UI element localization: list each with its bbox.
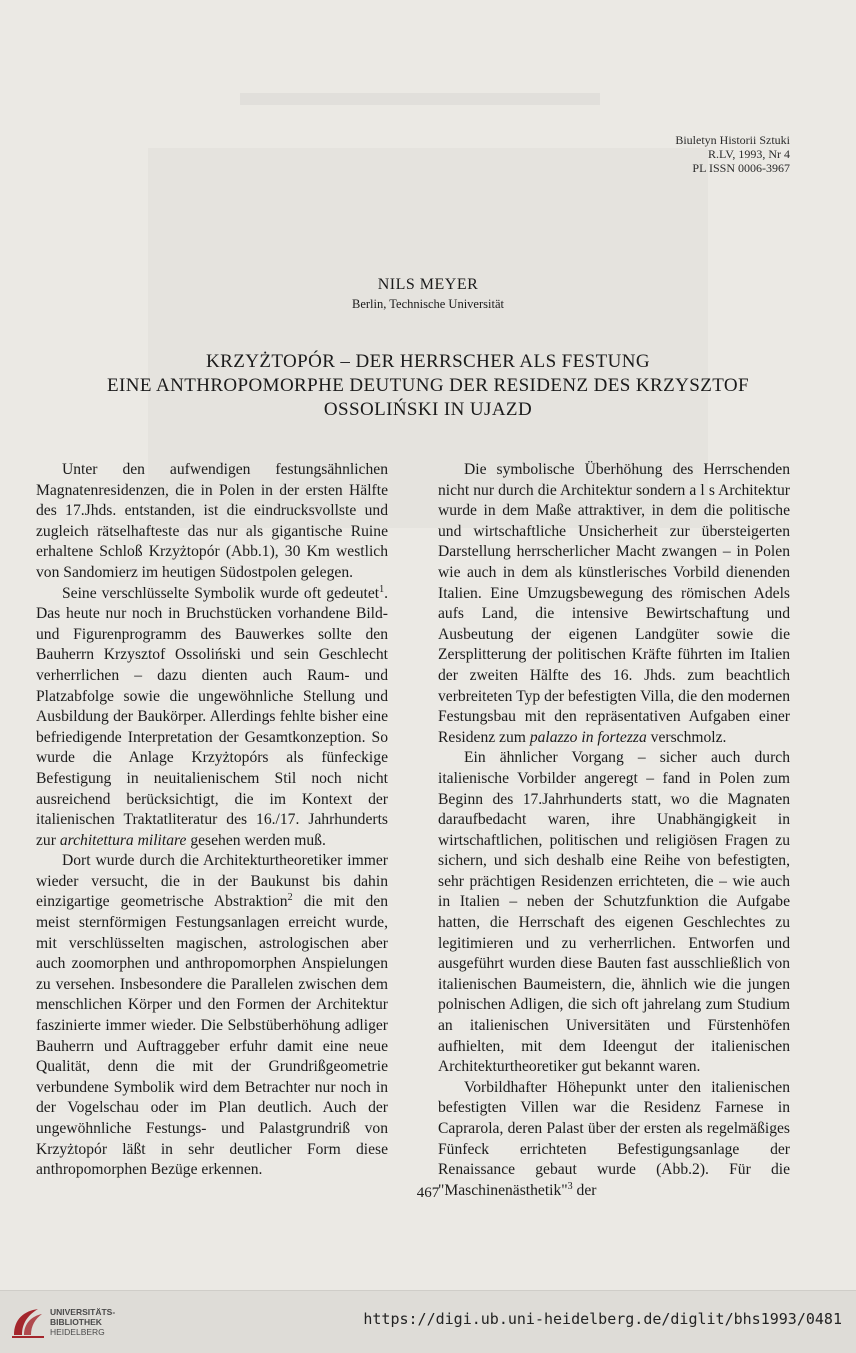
- text-run: Vorbildhafter Höhepunkt unter den italienischen befestigten Villen war die Residenz Farnese in Caprarola, deren Palast über der ersten als regelmäßiges Fünfeck errichteten Befestigungsanlage der Renaissance gebaut wurde (Abb.2). Für die "Maschinenästhetik": [438, 1078, 790, 1199]
- paragraph: [36, 851, 388, 1181]
- footnote-ref[interactable]: 2: [287, 892, 293, 904]
- paragraph: [36, 584, 388, 852]
- paragraph: Unter den aufwendigen festungsähnlichen Magnatenresidenzen, die in Polen in der ersten Hälfte des 17.Jhds. entstanden, ist die eindrucksvollste und zugleich rätselhafteste das nur als gigantische Ruine erhaltene Schloß Krzyżtopór (Abb.1), 30 Km westlich von Sandomierz im heutigen Südostpolen gelegen.: [36, 461, 388, 581]
- text-run: Die symbolische Überhöhung des Herrschenden nicht nur durch die Architektur sondern a l s Architektur wurde in dem Maße attraktiver, in dem die politische und wirtschaftliche Unsicherheit zur übersteigerten Darstellung herrscherlicher Macht zwangen – in Polen wie auch in dem als künstlerisches Vorbild dienenden Italien. Eine Umzugsbewegung des römischen Adels aufs Land, die intensive Bewirtschaftung und Ausbeutung der eigenen Landgüter sowie die Zersplitterung der politischen Kräfte führten im Italien der zweiten Hälfte des 16. Jhds. zum beachtlich verbreiteten Typ der befestigten Villa, die den modernen Festungsbau mit den repräsentativen Aufgaben einer Residenz zum: [438, 461, 790, 746]
- text-run: Seine verschlüsselte Symbolik wurde oft gedeutet: [62, 584, 380, 602]
- title-line-2: EINE ANTHROPOMORPHE DEUTUNG DER RESIDENZ DES KRZYSZTOF: [107, 375, 749, 396]
- text-run: gesehen werden muß.: [186, 831, 326, 849]
- article-title: [0, 350, 856, 422]
- text-run: Dort wurde durch die Architekturtheoretiker immer wieder versucht, die in der Baukunst bis dahin einzigartige geometrische Abstraktion: [36, 852, 388, 911]
- journal-issn: PL ISSN 0006-3967: [692, 161, 790, 175]
- author-name: NILS MEYER: [377, 276, 479, 293]
- library-name-line-3: HEIDELBERG: [50, 1327, 105, 1337]
- faded-running-header: [240, 93, 600, 105]
- title-line-1: KRZYŻTOPÓR – DER HERRSCHER ALS FESTUNG: [206, 351, 650, 372]
- footnote-ref[interactable]: 1: [379, 583, 385, 595]
- journal-volume: R.LV, 1993, Nr 4: [707, 147, 790, 161]
- journal-title: Biuletyn Historii Sztuki: [675, 133, 790, 147]
- left-text-column: [36, 460, 388, 1181]
- paragraph: Ein ähnlicher Vorgang – sicher auch durch italienische Vorbilder angeregt – fand in Polen zum Beginn des 17.Jahrhunderts statt, wo die Magnaten daraufbedacht waren, ihre Unabhängigkeit in wirtschaftlichen, politischen und religiösen Fragen zu sichern, und sich deshalb eine Reihe von befestigten, sehr prächtigen Residenzen errichteten, die – wie auch in Italien – neben der Schutzfunktion die Aufgabe hatten, die Herrschaft des eigenen Geschlechtes zu legitimieren und zu verherrlichen. Entworfen und ausgeführt wurden diese Bauten fast ausschließlich von italienischen Baumeistern, die, ähnlich wie die jungen polnischen Adligen, die sich oft jahrelang zum Studium an italienischen Universitäten und Fürstenhöfen aufhielten, mit dem Ideengut der italienischen Architekturtheoretiker gut bekannt waren.: [438, 749, 790, 1076]
- library-name-line-1: UNIVERSITÄTS-: [50, 1307, 116, 1317]
- library-name[interactable]: [50, 1307, 115, 1337]
- text-run: der: [572, 1181, 597, 1199]
- italic-term: architettura militare: [59, 831, 187, 849]
- viewer-footer: [0, 1290, 856, 1353]
- text-run: die mit den meist sternförmigen Festungsanlagen erreicht wurde, mit verschlüsselten magischen, astrologischen aber auch zoomorphen und anthropomorphen Anspielungen zu versehen. Insbesondere die Parallelen zwischen dem menschlichen Körper und den Formen der Architektur faszinierte immer wieder. Die Selbstüberhöhung adliger Bauherrn und Auftraggeber erfuhr damit eine neue Qualität, denn die mit der Grundrißgeometrie verbundene Symbolik wird dem Betrachter nur noch in der Vogelschau oder im Plan deutlich. Auch der ungewöhnliche Festungs- und Palastgrundriß von Krzyżtopór läßt in sehr deutlicher Form diese anthropomorphen Bezüge erkennen.: [36, 893, 389, 1179]
- author-block: [0, 276, 856, 312]
- journal-info: [590, 133, 790, 175]
- title-line-3: OSSOLIŃSKI IN UJAZD: [323, 399, 533, 420]
- paragraph: [438, 460, 790, 748]
- italic-term: palazzo in fortezza: [529, 728, 647, 746]
- library-logo-icon[interactable]: [8, 1305, 48, 1341]
- text-run: . Das heute nur noch in Bruchstücken vorhandene Bild- und Figurenprogramm des Bauwerkes sollte den Bauherrn Krzysztof Ossoliński und sein Geschlecht verherrlichen – dazu dienten auch Raum- und Platzabfolge sowie die ungewöhnliche Stellung und Ausbildung der Baukörper. Allerdings fehlte bisher eine befriedigende Interpretation der Gesamtkonzeption. So wurde die Anlage Krzyżtopórs als fünfeckige Befestigung in neuitalienischem Stil noch nicht ausreichend berücksichtigt, die im Kontext der italienischen Traktatliteratur des 16./17. Jahrhunderts zur: [36, 584, 388, 849]
- right-text-column: [438, 460, 790, 1201]
- footnote-ref[interactable]: 3: [567, 1180, 573, 1192]
- permalink-url[interactable]: https://digi.ub.uni-heidelberg.de/diglit/bhs1993/0481: [363, 1310, 842, 1328]
- text-run: verschmolz.: [646, 728, 727, 746]
- author-affiliation: Berlin, Technische Universität: [352, 297, 504, 311]
- page-number: 467: [416, 1185, 440, 1201]
- paragraph: [438, 1078, 790, 1202]
- library-name-line-2: BIBLIOTHEK: [50, 1317, 102, 1327]
